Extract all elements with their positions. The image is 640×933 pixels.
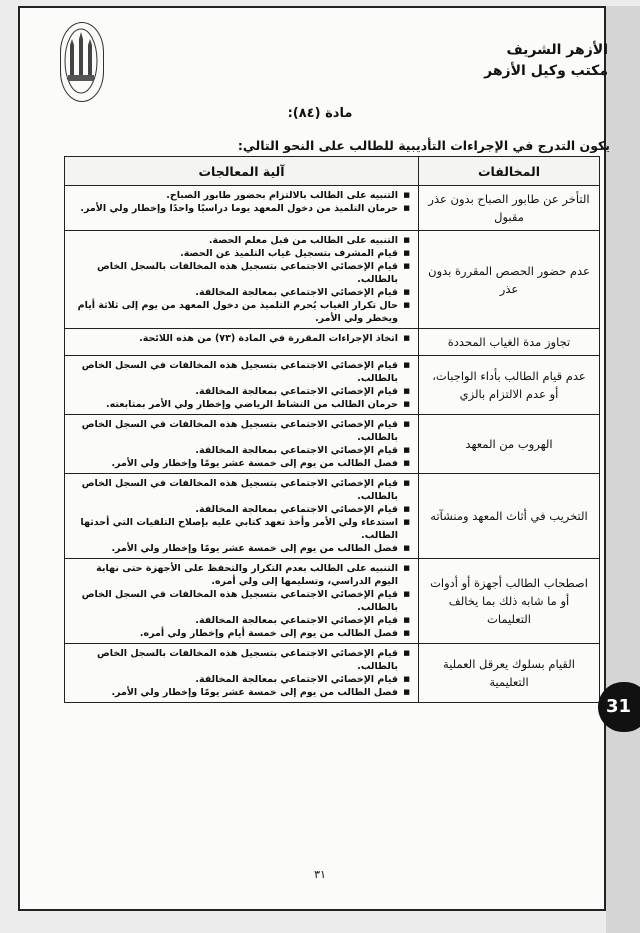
institution-name: الأزهر الشريف (506, 42, 608, 58)
violation-cell: الهروب من المعهد (419, 415, 600, 474)
treatment-item: ■ فصل الطالب من يوم إلى خمسة عشر يومًا وإخطار ولي الأمر. (71, 686, 398, 699)
treatment-cell (65, 559, 419, 644)
violations-header: المخالفات (419, 157, 600, 186)
treatment-list (71, 234, 412, 325)
table-row (65, 329, 600, 356)
table-row (65, 356, 600, 415)
table-row (65, 559, 600, 644)
treatment-cell (65, 329, 419, 356)
treatment-item: ■ قيام الإخصائي الاجتماعي بتسجيل هذه المخالفات بالسجل الخاص بالطالب. (71, 647, 398, 673)
table-header-row (65, 157, 600, 186)
treatment-item: ■ حال تكرار الغياب يُحرم التلميذ من دخول المعهد من يوم إلى ثلاثة أيام ويخطر ولي الأمر. (71, 299, 398, 325)
page-side-tab: 31 (598, 682, 640, 732)
treatment-list (71, 359, 412, 411)
treatment-item: ■ قيام الإخصائي الاجتماعي بتسجيل هذه المخالفات في السجل الخاص بالطالب. (71, 418, 398, 444)
treatment-item: ■ التنبيه على الطالب بعدم التكرار والتحفظ على الأجهزة حتى نهاية اليوم الدراسي، وتسليمها إلى ولي أمره. (71, 562, 398, 588)
treatment-item: ■ قيام الإخصائي الاجتماعي بتسجيل هذه المخالفات في السجل الخاص بالطالب. (71, 477, 398, 503)
treatment-item: ■ اتخاذ الإجراءات المقررة في المادة (٧٣) من هذه اللائحة. (71, 332, 398, 345)
treatment-item: ■ قيام المشرف بتسجيل غياب التلميذ عن الحصة. (71, 247, 398, 260)
treatment-item: ■ قيام الإخصائي الاجتماعي بمعالجة المخالفة. (71, 444, 398, 457)
treatment-list (71, 189, 412, 215)
treatments-header: آلية المعالجات (65, 157, 419, 186)
intro-text: يكون التدرج في الإجراءات التأديبية للطالب على النحو التالي: (237, 138, 610, 153)
treatment-cell (65, 474, 419, 559)
treatment-item: ■ قيام الإخصائي الاجتماعي بمعالجة المخالفة. (71, 286, 398, 299)
treatment-item: ■ قيام الإخصائي الاجتماعي بمعالجة المخالفة. (71, 385, 398, 398)
treatment-list (71, 332, 412, 345)
azhar-emblem-icon (61, 23, 101, 99)
article-heading: مادة (٨٤): (287, 106, 353, 121)
office-name: مكتب وكيل الأزهر (484, 63, 608, 79)
treatment-item: ■ قيام الإخصائي الاجتماعي بمعالجة المخالفة. (71, 673, 398, 686)
violation-cell: التخريب في أثاث المعهد ومنشآته (419, 474, 600, 559)
azhar-logo (60, 22, 104, 102)
table-row (65, 186, 600, 231)
violation-cell: تجاوز مدة الغياب المحددة (419, 329, 600, 356)
treatment-list (71, 418, 412, 470)
violation-cell: التأخر عن طابور الصباح بدون عذر مقبول (419, 186, 600, 231)
treatment-item: ■ استدعاء ولي الأمر وأخذ تعهد كتابي عليه بإصلاح التلفيات التي أحدثها الطالب. (71, 516, 398, 542)
table-row (65, 231, 600, 329)
treatment-item: ■ حرمان الطالب من النشاط الرياضي وإخطار ولي الأمر بمتابعته. (71, 398, 398, 411)
violation-cell: عدم حضور الحصص المقررة بدون عذر (419, 231, 600, 329)
treatment-item: ■ قيام الإخصائي الاجتماعي بمعالجة المخالفة. (71, 503, 398, 516)
treatment-item: ■ التنبيه على الطالب بالالتزام بحضور طابور الصباح. (71, 189, 398, 202)
treatment-item: ■ التنبيه على الطالب من قبل معلم الحصة. (71, 234, 398, 247)
treatment-cell (65, 415, 419, 474)
table-row (65, 474, 600, 559)
treatment-list (71, 562, 412, 640)
violation-cell: عدم قيام الطالب بأداء الواجبات، أو عدم الالتزام بالزي (419, 356, 600, 415)
treatment-list (71, 647, 412, 699)
treatment-item: ■ قيام الإخصائي الاجتماعي بتسجيل هذه المخالفات في السجل الخاص بالطالب. (71, 359, 398, 385)
treatment-cell (65, 186, 419, 231)
treatment-item: ■ قيام الإخصائي الاجتماعي بتسجيل هذه المخالفات بالسجل الخاص بالطالب. (71, 260, 398, 286)
table-row (65, 644, 600, 703)
page-edge-shadow (606, 6, 640, 933)
treatment-item: ■ قيام الإخصائي الاجتماعي بمعالجة المخالفة. (71, 614, 398, 627)
violation-cell: القيام بسلوك يعرقل العملية التعليمية (419, 644, 600, 703)
disciplinary-table (64, 156, 600, 703)
treatment-cell (65, 644, 419, 703)
table-row (65, 415, 600, 474)
page-number: ٣١ (314, 868, 326, 881)
violation-cell: اصطحاب الطالب أجهزة أو أدوات أو ما شابه ذلك بما يخالف التعليمات (419, 559, 600, 644)
treatment-cell (65, 231, 419, 329)
treatment-item: ■ فصل الطالب من يوم إلى خمسة عشر يومًا وإخطار ولي الأمر. (71, 542, 398, 555)
document-header (484, 40, 608, 82)
treatment-list (71, 477, 412, 555)
treatment-item: ■ قيام الإخصائي الاجتماعي بتسجيل هذه المخالفات في السجل الخاص بالطالب. (71, 588, 398, 614)
treatment-item: ■ فصل الطالب من يوم إلى خمسة أيام وإخطار ولي أمره. (71, 627, 398, 640)
treatment-item: ■ فصل الطالب من يوم إلى خمسة عشر يومًا وإخطار ولي الأمر. (71, 457, 398, 470)
treatment-cell (65, 356, 419, 415)
treatment-item: ■ حرمان التلميذ من دخول المعهد يوما دراسيًا واحدًا وإخطار ولي الأمر. (71, 202, 398, 215)
